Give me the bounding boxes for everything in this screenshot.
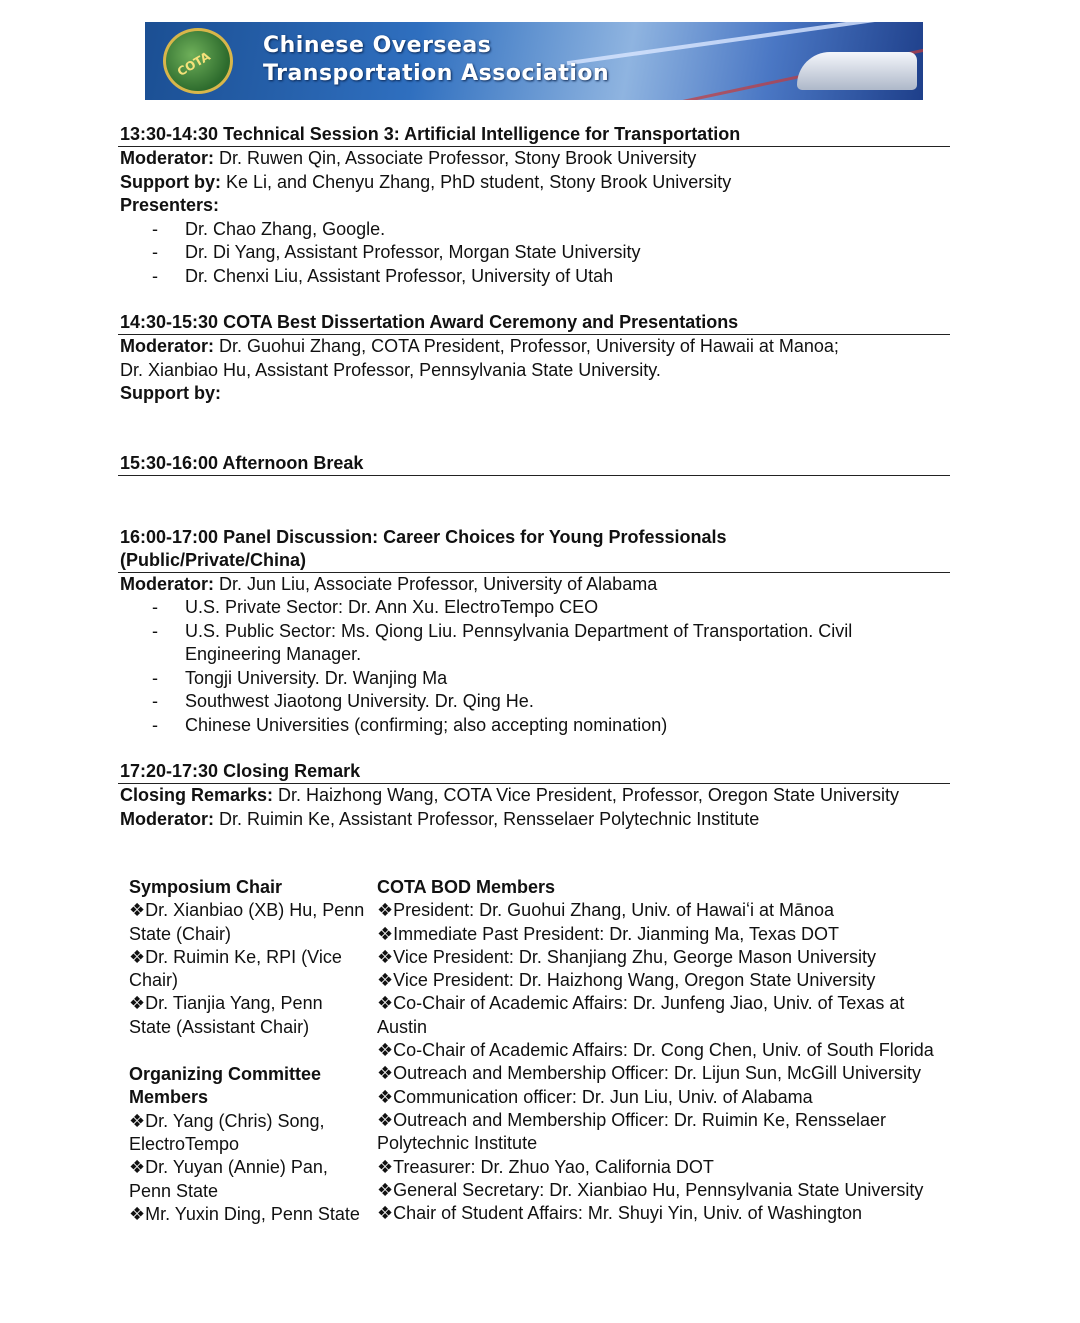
list-item: ❖Dr. Tianjia Yang, Penn State (Assistant Chair) (129, 993, 323, 1037)
session3-support: Support by: Ke Li, and Chenyu Zhang, PhD student, Stony Brook University (120, 171, 732, 192)
list-item: ❖Outreach and Membership Officer: Dr. Lijun Sun, McGill University (377, 1063, 921, 1084)
list-item: - Dr. Chenxi Liu, Assistant Professor, University of Utah (152, 265, 614, 286)
organizing-committee-title: Organizing Committee Members (129, 1064, 322, 1108)
list-item: - Dr. Chao Zhang, Google. (152, 218, 386, 239)
committee-column (129, 876, 369, 1226)
bod-title: COTA BOD Members (377, 877, 556, 897)
banner-title (263, 32, 609, 88)
list-item: ❖General Secretary: Dr. Xianbiao Hu, Pennsylvania State University (377, 1179, 924, 1200)
list-item: ❖Chair of Student Affairs: Mr. Shuyi Yin, Univ. of Washington (377, 1203, 863, 1224)
award-header: 14:30-15:30 COTA Best Dissertation Award Ceremony and Presentations (118, 311, 950, 335)
session3-moderator: Moderator: Dr. Ruwen Qin, Associate Professor, Stony Brook University (120, 148, 697, 168)
list-item: ❖Dr. Xianbiao (XB) Hu, Penn State (Chair) (129, 900, 365, 944)
list-item: ❖Communication officer: Dr. Jun Liu, Univ. of Alabama (377, 1086, 813, 1107)
closing-remarks: Closing Remarks: Dr. Haizhong Wang, COTA Vice President, Professor, Oregon State University (120, 785, 899, 805)
session3-presenters-label: Presenters: (120, 195, 220, 215)
award-support: Support by: (120, 383, 221, 403)
list-item: ❖Mr. Yuxin Ding, Penn State (129, 1203, 360, 1224)
list-item: ❖Co-Chair of Academic Affairs: Dr. Junfeng Jiao, Univ. of Texas at Austin (377, 993, 905, 1037)
list-item: - Southwest Jiaotong University. Dr. Qing He. (152, 691, 534, 711)
banner-title-line2: Transportation Association (263, 61, 610, 86)
train-icon (797, 52, 917, 90)
list-item: - U.S. Public Sector: Ms. Qiong Liu. Pennsylvania Department of Transportation. Civil Engineering Manager. (152, 620, 853, 664)
list-item: ❖Dr. Yang (Chris) Song, ElectroTempo (129, 1110, 325, 1154)
list-item: ❖Dr. Ruimin Ke, RPI (Vice Chair) (129, 946, 342, 991)
closing-moderator: Moderator: Dr. Ruimin Ke, Assistant Professor, Rensselaer Polytechnic Institute (120, 808, 760, 829)
award-moderator-2: Dr. Xianbiao Hu, Assistant Professor, Pennsylvania State University. (120, 359, 661, 380)
award-moderator: Moderator: Dr. Guohui Zhang, COTA President, Professor, University of Hawaii at Manoa; (120, 336, 839, 356)
list-item: ❖President: Dr. Guohui Zhang, Univ. of Hawaiʻi at Mānoa (377, 900, 835, 921)
list-item: ❖Outreach and Membership Officer: Dr. Ruimin Ke, Rensselaer Polytechnic Institute (377, 1109, 887, 1154)
list-item: ❖Vice President: Dr. Haizhong Wang, Oregon State University (377, 970, 876, 991)
panel-list (118, 596, 950, 737)
bod-column (377, 876, 952, 1225)
agenda-content (118, 123, 950, 831)
list-item: ❖Immediate Past President: Dr. Jianming Ma, Texas DOT (377, 923, 839, 944)
symposium-chair-title: Symposium Chair (129, 877, 283, 897)
list-item: ❖Dr. Yuyan (Annie) Pan, Penn State (129, 1157, 328, 1201)
cota-logo-icon: COTA (163, 28, 233, 94)
list-item: ❖Vice President: Dr. Shanjiang Zhu, George Mason University (377, 946, 877, 967)
list-item: - Dr. Di Yang, Assistant Professor, Morgan State University (152, 242, 641, 262)
panel-header-2: (Public/Private/China) (118, 549, 950, 573)
closing-header: 17:20-17:30 Closing Remark (118, 760, 950, 784)
session3-header: 13:30-14:30 Technical Session 3: Artificial Intelligence for Transportation (118, 123, 950, 147)
list-item: ❖Co-Chair of Academic Affairs: Dr. Cong Chen, Univ. of South Florida (377, 1040, 934, 1061)
list-item: ❖Treasurer: Dr. Zhuo Yao, California DOT (377, 1156, 714, 1177)
presenter-list (118, 218, 950, 289)
header-banner (145, 22, 923, 100)
break-header: 15:30-16:00 Afternoon Break (118, 452, 950, 476)
panel-header: 16:00-17:00 Panel Discussion: Career Choices for Young Professionals (120, 526, 727, 547)
list-item: - U.S. Private Sector: Dr. Ann Xu. ElectroTempo CEO (152, 597, 599, 617)
panel-moderator: Moderator: Dr. Jun Liu, Associate Professor, University of Alabama (120, 573, 658, 594)
list-item: - Tongji University. Dr. Wanjing Ma (152, 667, 448, 688)
banner-title-line1: Chinese Overseas (263, 33, 492, 58)
list-item: - Chinese Universities (confirming; also accepting nomination) (152, 714, 668, 735)
